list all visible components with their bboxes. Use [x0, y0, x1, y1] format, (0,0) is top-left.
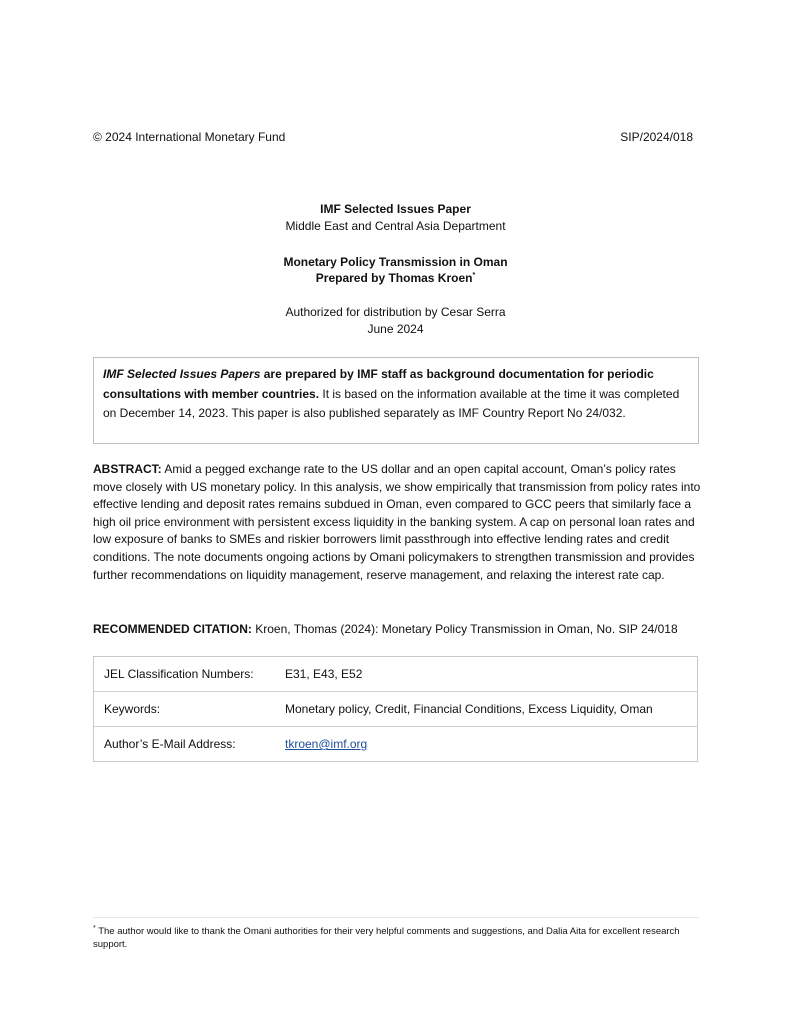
footnote-divider — [93, 917, 699, 918]
paper-type: IMF Selected Issues Paper — [320, 202, 471, 216]
abstract — [93, 461, 701, 584]
jel-label: JEL Classification Numbers: — [104, 667, 254, 681]
table-row — [94, 692, 697, 727]
footnote-text: The author would like to thank the Omani authorities for their very helpful comments and suggestions, and Dalia Aita for excellent research support. — [93, 926, 680, 951]
abstract-label: ABSTRACT: — [93, 462, 162, 476]
abstract-text: Amid a pegged exchange rate to the US dollar and an open capital account, Oman’s policy rates move closely with US monetary policy. In this analysis, we show empirically that transmission from policy rates into effective lending and deposit rates remains subdued in Oman, even compared to GCC peers that similarly face a high oil price environment with persistent excess liquidity in the banking system. A cap on personal loan rates and low exposure of banks to SMEs and riskier borrowers limit passthrough into effective lending rates and credit conditions. The note documents ongoing actions by Omani policymakers to strengthen transmission and provides further recommendations on liquidity management, reserve management, and relaxing the interest rate cap. — [93, 462, 701, 582]
table-row — [94, 727, 697, 761]
email-label: Author’s E-Mail Address: — [104, 737, 236, 751]
table-row — [94, 657, 697, 692]
disclaimer-box — [93, 357, 699, 444]
series-number: SIP/2024/018 — [620, 130, 693, 144]
page-title: Monetary Policy Transmission in Oman — [283, 255, 508, 269]
jel-value: E31, E43, E52 — [285, 667, 363, 681]
department: Middle East and Central Asia Department — [285, 219, 506, 233]
keywords-value: Monetary policy, Credit, Financial Conditions, Excess Liquidity, Oman — [285, 702, 653, 716]
classification-table — [93, 656, 698, 762]
publication-date: June 2024 — [367, 322, 424, 336]
author-email-link[interactable]: tkroen@imf.org — [285, 737, 368, 751]
keywords-label: Keywords: — [104, 702, 161, 716]
recommended-citation — [93, 621, 701, 639]
author-line — [0, 271, 791, 285]
prepared-by: Prepared by Thomas Kroen — [315, 271, 473, 285]
footnote-ref[interactable]: * — [472, 272, 476, 279]
footnote — [93, 922, 699, 951]
citation-label: RECOMMENDED CITATION: — [93, 622, 252, 636]
disclaimer-lead-bold: are prepared by IMF staff as background documentation for periodic consultations with member countries. — [103, 367, 654, 401]
copyright-notice: © 2024 International Monetary Fund — [93, 130, 286, 144]
disclaimer-lead-italic: IMF Selected Issues Papers — [103, 367, 261, 381]
citation-text: Kroen, Thomas (2024): Monetary Policy Transmission in Oman, No. SIP 24/018 — [251, 622, 678, 636]
disclaimer-body: It is based on the information available at the time it was completed on December 14, 2023. This paper is also published separately as IMF Country Report No 24/032. — [103, 386, 680, 420]
authorized-by: Authorized for distribution by Cesar Serra — [285, 305, 506, 319]
footnote-mark: * — [93, 925, 96, 932]
